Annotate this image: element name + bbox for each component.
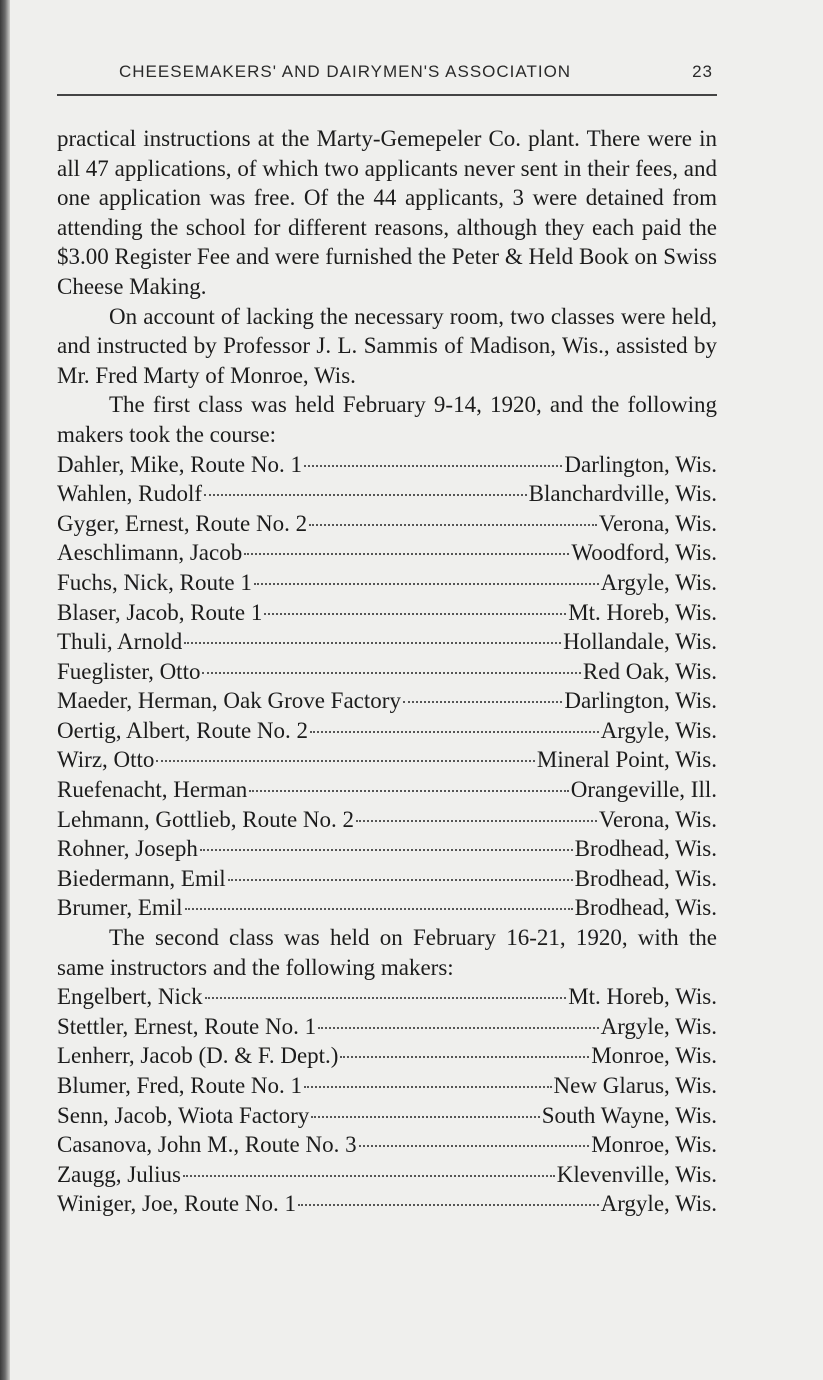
list-item	[57, 982, 717, 1012]
maker-location: New Glarus, Wis.	[553, 1073, 717, 1098]
list-item	[57, 538, 717, 568]
list-item	[57, 893, 717, 923]
maker-name: Casanova, John M., Route No. 3	[57, 1132, 357, 1158]
dot-leader	[202, 672, 580, 674]
maker-name: Dahler, Mike, Route No. 1	[57, 451, 303, 477]
list-item	[57, 509, 717, 539]
list-item	[57, 775, 717, 805]
list-item	[57, 1189, 717, 1219]
maker-name: Fuchs, Nick, Route 1	[57, 569, 252, 595]
dot-leader	[254, 583, 599, 585]
dot-leader	[156, 760, 534, 762]
first-class-list	[57, 450, 717, 924]
dot-leader	[304, 465, 562, 467]
dot-leader	[340, 1056, 589, 1058]
maker-name: Thuli, Arnold	[57, 629, 183, 655]
maker-name: Blaser, Jacob, Route 1	[57, 599, 263, 625]
maker-location: Argyle, Wis.	[600, 1013, 717, 1039]
maker-name: Winiger, Joe, Route No. 1	[57, 1191, 296, 1217]
dot-leader	[318, 1027, 599, 1029]
maker-location: Blanchardville, Wis.	[528, 481, 717, 507]
header-rule	[57, 94, 717, 96]
list-item	[57, 627, 717, 657]
list-item	[57, 834, 717, 864]
maker-name: Wahlen, Rudolf	[57, 481, 203, 507]
list-item	[57, 1130, 717, 1160]
dot-leader	[359, 1145, 590, 1147]
maker-name: Gyger, Ernest, Route No. 2	[57, 510, 308, 536]
maker-name: Biedermann, Emil	[57, 865, 226, 891]
list-item	[57, 864, 717, 894]
list-item	[57, 1041, 717, 1071]
list-item	[57, 716, 717, 746]
maker-name: Blumer, Fred, Route No. 1	[57, 1073, 303, 1098]
document-page	[57, 62, 717, 1219]
list-item	[57, 745, 717, 775]
maker-location: Brodhead, Wis.	[574, 865, 717, 891]
list-item	[57, 1012, 717, 1042]
dot-leader	[298, 1204, 599, 1206]
maker-location: Verona, Wis.	[598, 510, 717, 536]
list-item	[57, 1160, 717, 1190]
maker-location: South Wayne, Wis.	[541, 1102, 717, 1128]
maker-name: Wirz, Otto	[57, 747, 155, 773]
dot-leader	[184, 642, 561, 644]
dot-leader	[264, 613, 566, 615]
maker-name: Ruefenacht, Herman	[57, 777, 248, 803]
maker-location: Mineral Point, Wis.	[536, 747, 717, 773]
maker-name: Lenherr, Jacob (D. & F. Dept.)	[57, 1043, 339, 1069]
dot-leader	[244, 553, 569, 555]
maker-location: Argyle, Wis.	[600, 717, 717, 743]
maker-location: Klevenville, Wis.	[556, 1161, 717, 1187]
maker-location: Red Oak, Wis.	[582, 658, 717, 684]
page-number: 23	[692, 62, 713, 81]
paragraph-4: The second class was held on February 16-21, 1920, with the same instructors and the following makers:	[57, 925, 717, 980]
list-item	[57, 657, 717, 687]
dot-leader	[183, 1175, 555, 1177]
maker-name: Brumer, Emil	[57, 895, 183, 921]
maker-name: Engelbert, Nick	[57, 984, 203, 1010]
maker-location: Monroe, Wis.	[591, 1132, 717, 1158]
dot-leader	[200, 849, 573, 851]
body-text	[57, 124, 717, 1219]
dot-leader	[309, 524, 597, 526]
maker-name: Maeder, Herman, Oak Grove Factory	[57, 688, 401, 714]
dot-leader	[185, 908, 573, 910]
maker-name: Fueglister, Otto	[57, 658, 201, 684]
list-item	[57, 598, 717, 628]
dot-leader	[205, 997, 567, 999]
book-spine-shadow	[0, 0, 10, 1380]
maker-location: Argyle, Wis.	[600, 1191, 717, 1217]
dot-leader	[304, 1086, 552, 1088]
list-item	[57, 1101, 717, 1131]
maker-location: Mt. Horeb, Wis.	[568, 984, 717, 1010]
dot-leader	[403, 701, 562, 703]
list-item	[57, 1071, 717, 1101]
maker-location: Hollandale, Wis.	[563, 629, 717, 655]
maker-location: Argyle, Wis.	[600, 569, 717, 595]
running-header	[57, 62, 717, 82]
second-class-list	[57, 982, 717, 1219]
dot-leader	[311, 1116, 539, 1118]
paragraph-3: The first class was held February 9-14, 1920, and the following makers took the course:	[57, 392, 717, 447]
maker-location: Woodford, Wis.	[571, 540, 717, 566]
maker-location: Darlington, Wis.	[564, 688, 717, 714]
maker-name: Aeschlimann, Jacob	[57, 540, 243, 566]
paragraph-2: On account of lacking the necessary room, two classes were held, and instructed by Professor J. L. Sammis of Madison, Wis., assisted by Mr. Fred Marty of Monroe, Wis.	[57, 303, 717, 388]
maker-location: Monroe, Wis.	[591, 1043, 717, 1069]
maker-location: Darlington, Wis.	[564, 451, 717, 477]
list-item	[57, 805, 717, 835]
maker-name: Rohner, Joseph	[57, 836, 198, 862]
maker-location: Orangeville, Ill.	[570, 777, 717, 803]
maker-name: Zaugg, Julius	[57, 1161, 181, 1187]
header-title: CHEESEMAKERS' AND DAIRYMEN'S ASSOCIATION	[119, 62, 572, 81]
maker-location: Mt. Horeb, Wis.	[568, 599, 717, 625]
list-item	[57, 568, 717, 598]
maker-name: Oertig, Albert, Route No. 2	[57, 717, 309, 743]
paragraph-1: practical instructions at the Marty-Gemepeler Co. plant. There were in all 47 applications, of which two applicants never sent in their fees, and one application was free. Of the 44 applicants, 3 were detained from attending the school for different reasons, although they each paid the $3.00 Register Fee and were furnished the Peter & Held Book on Swiss Cheese Making.	[57, 126, 717, 299]
dot-leader	[310, 731, 599, 733]
maker-name: Lehmann, Gottlieb, Route No. 2	[57, 806, 355, 832]
maker-name: Stettler, Ernest, Route No. 1	[57, 1013, 317, 1039]
maker-location: Brodhead, Wis.	[574, 895, 717, 921]
list-item	[57, 686, 717, 716]
dot-leader	[204, 494, 527, 496]
dot-leader	[228, 879, 573, 881]
list-item	[57, 479, 717, 509]
dot-leader	[249, 790, 568, 792]
maker-location: Verona, Wis.	[598, 806, 717, 832]
maker-name: Senn, Jacob, Wiota Factory	[57, 1102, 310, 1128]
maker-location: Brodhead, Wis.	[574, 836, 717, 862]
list-item	[57, 450, 717, 480]
dot-leader	[356, 820, 597, 822]
